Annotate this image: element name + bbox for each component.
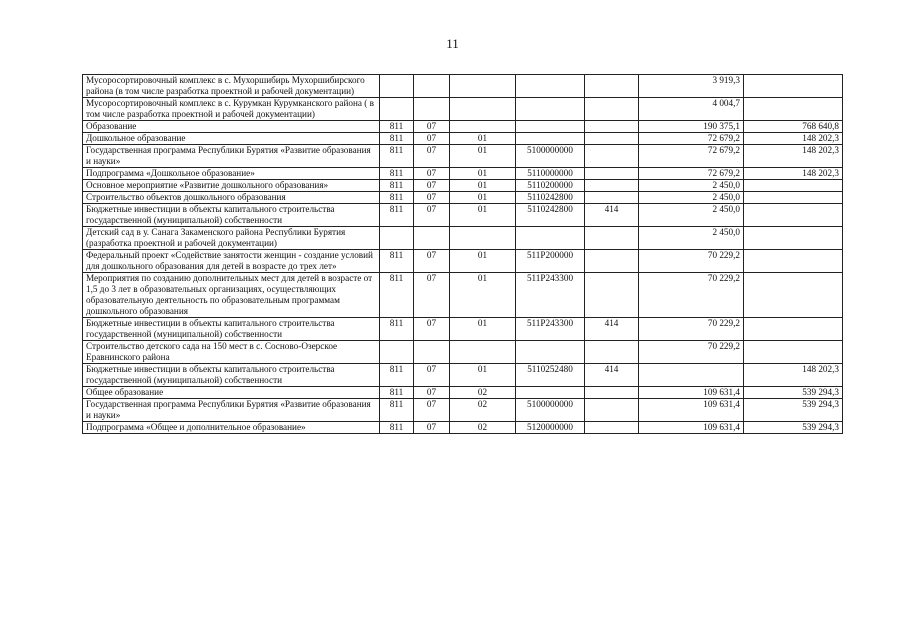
cell-target-article [516,133,585,145]
cell-amount-2 [744,341,843,364]
table-row [83,204,843,227]
cell-section-code [414,341,450,364]
table-row [83,75,843,98]
cell-ministry-code [380,227,414,250]
table-row [83,364,843,387]
cell-section-code: 07 [414,121,450,133]
cell-amount-2: 768 640,8 [744,121,843,133]
cell-section-code [414,98,450,121]
cell-expense-type [585,75,639,98]
cell-expense-type [585,387,639,399]
cell-expense-type [585,192,639,204]
cell-ministry-code: 811 [380,422,414,434]
cell-name: Государственная программа Республики Бурятия «Развитие образования и науки» [83,145,380,168]
cell-target-article [516,75,585,98]
cell-target-article: 5110252480 [516,364,585,387]
table-row [83,422,843,434]
cell-amount-2 [744,180,843,192]
cell-amount-2 [744,250,843,273]
cell-target-article: 511P243300 [516,318,585,341]
cell-amount-2: 539 294,3 [744,422,843,434]
budget-table [82,74,843,434]
cell-name: Основное мероприятие «Развитие дошкольного образования» [83,180,380,192]
cell-amount-1: 3 919,3 [639,75,744,98]
cell-section-code: 07 [414,250,450,273]
table-body [83,75,843,434]
cell-name: Бюджетные инвестиции в объекты капитального строительства государственной (муниципальной) собственности [83,318,380,341]
cell-ministry-code [380,75,414,98]
cell-name: Общее образование [83,387,380,399]
cell-amount-1: 72 679,2 [639,145,744,168]
cell-ministry-code: 811 [380,273,414,318]
table-row [83,250,843,273]
table-row [83,399,843,422]
cell-amount-1: 2 450,0 [639,227,744,250]
cell-subsection-code: 02 [450,387,516,399]
cell-amount-2 [744,192,843,204]
cell-amount-1: 109 631,4 [639,399,744,422]
cell-amount-2: 539 294,3 [744,399,843,422]
cell-amount-1: 70 229,2 [639,318,744,341]
cell-amount-1: 2 450,0 [639,204,744,227]
cell-ministry-code: 811 [380,133,414,145]
cell-target-article [516,227,585,250]
cell-subsection-code [450,341,516,364]
cell-section-code: 07 [414,180,450,192]
cell-subsection-code: 01 [450,133,516,145]
cell-expense-type [585,168,639,180]
cell-target-article: 5110242800 [516,204,585,227]
cell-subsection-code: 02 [450,399,516,422]
cell-expense-type: 414 [585,364,639,387]
cell-amount-1: 109 631,4 [639,387,744,399]
cell-amount-2 [744,273,843,318]
cell-section-code [414,75,450,98]
cell-target-article: 511P243300 [516,273,585,318]
cell-subsection-code: 01 [450,273,516,318]
cell-subsection-code: 01 [450,204,516,227]
cell-target-article: 5120000000 [516,422,585,434]
cell-section-code: 07 [414,399,450,422]
cell-subsection-code: 01 [450,364,516,387]
cell-target-article [516,121,585,133]
cell-ministry-code: 811 [380,192,414,204]
cell-amount-2: 539 294,3 [744,387,843,399]
cell-subsection-code: 02 [450,422,516,434]
cell-subsection-code: 01 [450,168,516,180]
cell-name: Мероприятия по созданию дополнительных мест для детей в возрасте от 1,5 до 3 лет в образовательных организациях, осуществляющих образовательную деятельность по образовательным программам дошкольного образования [83,273,380,318]
cell-target-article: 5100000000 [516,145,585,168]
cell-expense-type [585,98,639,121]
cell-expense-type [585,227,639,250]
table-row [83,145,843,168]
cell-subsection-code [450,98,516,121]
cell-target-article: 5100000000 [516,399,585,422]
cell-expense-type: 414 [585,318,639,341]
cell-expense-type [585,250,639,273]
cell-name: Бюджетные инвестиции в объекты капитального строительства государственной (муниципальной) собственности [83,364,380,387]
cell-subsection-code: 01 [450,250,516,273]
cell-expense-type [585,145,639,168]
table-row [83,133,843,145]
cell-ministry-code: 811 [380,318,414,341]
table-row [83,168,843,180]
cell-section-code [414,227,450,250]
cell-target-article [516,98,585,121]
cell-amount-1: 190 375,1 [639,121,744,133]
cell-section-code: 07 [414,204,450,227]
table-row [83,192,843,204]
cell-amount-2: 148 202,3 [744,168,843,180]
cell-subsection-code: 01 [450,180,516,192]
cell-name: Государственная программа Республики Бурятия «Развитие образования и науки» [83,399,380,422]
cell-name: Подпрограмма «Дошкольное образование» [83,168,380,180]
cell-amount-1: 72 679,2 [639,133,744,145]
cell-expense-type [585,121,639,133]
cell-ministry-code: 811 [380,121,414,133]
cell-amount-2 [744,98,843,121]
cell-expense-type [585,341,639,364]
cell-expense-type [585,399,639,422]
table-row [83,341,843,364]
cell-ministry-code: 811 [380,168,414,180]
cell-amount-1: 4 004,7 [639,98,744,121]
cell-name: Строительство объектов дошкольного образования [83,192,380,204]
table-row [83,98,843,121]
cell-amount-2 [744,318,843,341]
table-row [83,121,843,133]
cell-amount-2 [744,204,843,227]
cell-target-article [516,341,585,364]
cell-amount-1: 70 229,2 [639,250,744,273]
cell-ministry-code: 811 [380,364,414,387]
cell-subsection-code [450,75,516,98]
cell-ministry-code [380,98,414,121]
cell-target-article: 5110000000 [516,168,585,180]
cell-amount-2: 148 202,3 [744,364,843,387]
cell-name: Детский сад в у. Санага Закаменского района Республики Бурятия (разработка проектной и рабочей документации) [83,227,380,250]
cell-name: Дошкольное образование [83,133,380,145]
cell-amount-1: 70 229,2 [639,341,744,364]
cell-expense-type [585,273,639,318]
cell-name: Строительство детского сада на 150 мест в с. Сосново-Озерское Еравнинского района [83,341,380,364]
cell-ministry-code: 811 [380,180,414,192]
cell-name: Образование [83,121,380,133]
cell-amount-1: 109 631,4 [639,422,744,434]
cell-expense-type [585,133,639,145]
cell-ministry-code [380,341,414,364]
cell-target-article: 511P200000 [516,250,585,273]
cell-name: Федеральный проект «Содействие занятости женщин - создание условий для дошкольного образования для детей в возрасте до трех лет» [83,250,380,273]
cell-target-article: 5110200000 [516,180,585,192]
cell-ministry-code: 811 [380,204,414,227]
cell-section-code: 07 [414,387,450,399]
cell-section-code: 07 [414,273,450,318]
cell-subsection-code: 01 [450,192,516,204]
table-row [83,318,843,341]
cell-amount-1: 70 229,2 [639,273,744,318]
cell-section-code: 07 [414,145,450,168]
cell-section-code: 07 [414,192,450,204]
cell-subsection-code: 01 [450,318,516,341]
table-row [83,227,843,250]
cell-name: Мусоросортировочный комплекс в с. Мухоршибирь Мухоршибирского района (в том числе разработка проектной и рабочей документации) [83,75,380,98]
cell-target-article: 5110242800 [516,192,585,204]
cell-section-code: 07 [414,133,450,145]
table-row [83,273,843,318]
cell-expense-type: 414 [585,204,639,227]
table-row [83,387,843,399]
cell-section-code: 07 [414,168,450,180]
cell-section-code: 07 [414,364,450,387]
cell-amount-2 [744,75,843,98]
cell-amount-1: 2 450,0 [639,180,744,192]
table-row [83,180,843,192]
cell-amount-2: 148 202,3 [744,145,843,168]
cell-ministry-code: 811 [380,145,414,168]
cell-ministry-code: 811 [380,387,414,399]
cell-subsection-code [450,227,516,250]
cell-amount-1: 2 450,0 [639,192,744,204]
cell-section-code: 07 [414,422,450,434]
cell-ministry-code: 811 [380,399,414,422]
cell-subsection-code [450,121,516,133]
cell-amount-2: 148 202,3 [744,133,843,145]
cell-amount-1 [639,364,744,387]
cell-expense-type [585,422,639,434]
cell-subsection-code: 01 [450,145,516,168]
cell-amount-1: 72 679,2 [639,168,744,180]
cell-amount-2 [744,227,843,250]
cell-section-code: 07 [414,318,450,341]
cell-expense-type [585,180,639,192]
cell-name: Бюджетные инвестиции в объекты капитального строительства государственной (муниципальной) собственности [83,204,380,227]
cell-name: Мусоросортировочный комплекс в с. Курумкан Курумканского района ( в том числе разработка проектной и рабочей документации) [83,98,380,121]
cell-name: Подпрограмма «Общее и дополнительное образование» [83,422,380,434]
page-number: 11 [446,36,459,51]
cell-ministry-code: 811 [380,250,414,273]
cell-target-article [516,387,585,399]
